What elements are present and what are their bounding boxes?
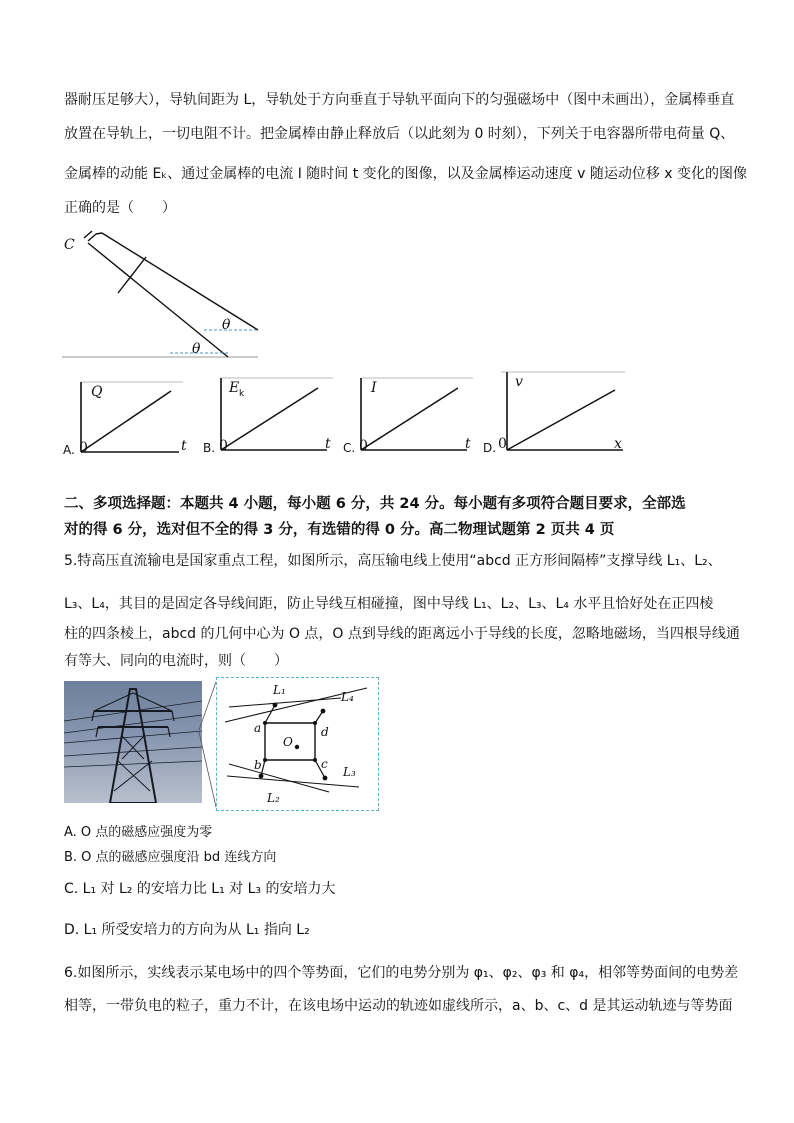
label-L3: L₃	[343, 765, 356, 779]
angle-label-upper: θ	[222, 317, 231, 333]
graph-b-x-label: t	[325, 436, 331, 452]
q6-text-line-2: 相等，一带负电的粒子，重力不计，在该电场中运动的轨迹如虚线所示，a、b、c、d 是其运动轨迹与等势面	[64, 998, 733, 1014]
graph-d-origin: 0	[498, 436, 507, 452]
option-c-label: C.	[343, 441, 356, 455]
option-b-label: B.	[203, 441, 216, 455]
graph-d	[483, 372, 628, 467]
q6-text-line-1: 6.如图所示，实线表示某电场中的四个等势面，它们的电势分别为 φ₁、φ₂、φ₃ 和 φ₄，相邻等势面间的电势差	[64, 965, 739, 981]
q5-text-line-2: L₃、L₄，其目的是固定各导线间距，防止导线互相碰撞，图中导线 L₁、L₂、L₃、L₄ 水平且恰好处在正四棱	[64, 596, 714, 612]
graph-b-origin: 0	[219, 438, 228, 454]
label-L4: L₄	[341, 690, 354, 704]
label-b: b	[254, 758, 262, 772]
q4-text-line-1: 器耐压足够大），导轨间距为 L，导轨处于方向垂直于导轨平面向下的匀强磁场中（图中未画出），金属棒垂直	[64, 92, 735, 108]
section-2-heading-line-2: 对的得 6 分，选对但不全的得 3 分，有选错的得 0 分。高二物理试题第 2 页共 4 页	[64, 522, 615, 538]
graph-a	[63, 378, 187, 468]
graph-b-y-subscript: k	[239, 389, 245, 399]
q5-option-a: A. O 点的磁感应强度为零	[64, 825, 213, 840]
option-d-label: D.	[483, 441, 497, 455]
label-c: c	[321, 757, 328, 771]
q5-text-line-4: 有等大、同向的电流时，则（ ）	[64, 653, 288, 669]
inclined-rails-figure	[62, 225, 262, 365]
q5-option-c: C. L₁ 对 L₂ 的安培力比 L₁ 对 L₃ 的安培力大	[64, 881, 336, 897]
q5-option-d: D. L₁ 所受安培力的方向为从 L₁ 指向 L₂	[64, 922, 310, 938]
graph-c-x-label: t	[465, 436, 471, 452]
angle-label-lower: θ	[192, 341, 201, 357]
graph-c-y-label: I	[371, 380, 377, 396]
q5-option-b: B. O 点的磁感应强度沿 bd 连线方向	[64, 850, 277, 865]
graph-c-origin: 0	[359, 438, 368, 454]
graph-a-origin: 0	[79, 440, 88, 456]
label-O: O	[283, 735, 293, 749]
q4-text-line-3: 金属棒的动能 Eₖ、通过金属棒的电流 I 随时间 t 变化的图像，以及金属棒运动速度 v 随运动位移 x 变化的图像	[64, 166, 748, 182]
graph-a-y-label: Q	[91, 384, 103, 400]
graph-a-x-label: t	[181, 438, 187, 454]
section-2-heading-line-1: 二、多项选择题：本题共 4 小题，每小题 6 分，共 24 分。每小题有多项符合题目要求，全部选	[64, 496, 686, 512]
label-a: a	[254, 721, 262, 735]
graph-d-y-label: v	[515, 374, 523, 390]
spacer-diagram-callout	[216, 677, 379, 811]
graph-c	[343, 378, 471, 468]
label-d: d	[321, 725, 329, 739]
power-tower-photo	[64, 681, 202, 803]
q4-text-line-2: 放置在导轨上，一切电阻不计。把金属棒由静止释放后（以此刻为 0 时刻），下列关于电容器所带电荷量 Q、	[64, 126, 735, 142]
graph-d-x-label: x	[614, 436, 622, 452]
q5-text-line-1: 5.特高压直流输电是国家重点工程，如图所示，高压输电线上使用“abcd 正方形间隔棒”支撑导线 L₁、L₂、	[64, 553, 722, 569]
q4-text-line-4: 正确的是（ ）	[64, 200, 176, 216]
capacitor-label: C	[64, 237, 75, 253]
label-L2: L₂	[267, 791, 280, 805]
option-a-label: A.	[63, 443, 75, 457]
graph-b	[203, 378, 331, 468]
label-L1: L₁	[273, 683, 286, 697]
graph-b-y-label: E	[229, 380, 240, 396]
q5-text-line-3: 柱的四条棱上，abcd 的几何中心为 O 点，O 点到导线的距离远小于导线的长度，忽略地磁场，当四根导线通	[64, 626, 740, 642]
